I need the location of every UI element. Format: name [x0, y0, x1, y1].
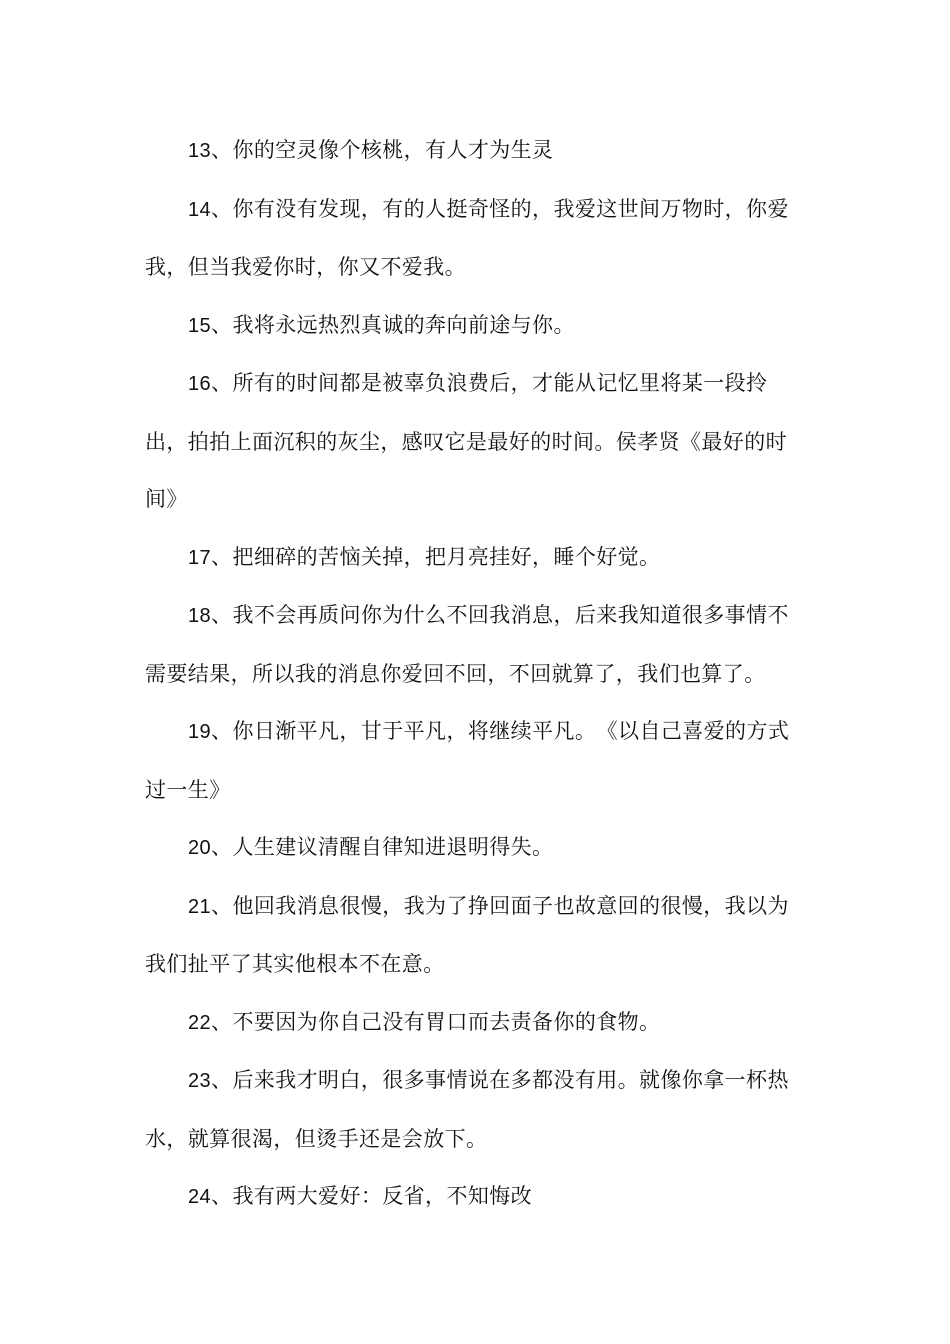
- item-number: 18: [188, 605, 212, 627]
- item-number: 19: [188, 721, 212, 743]
- item-text: 、人生建议清醒自律知进退明得失。: [211, 835, 554, 859]
- item-number: 13: [188, 140, 212, 162]
- item-text: 、所有的时间都是被辜负浪费后，才能从记忆里将某一段拎出，拍拍上面沉积的灰尘，感叹它是最好的时间。侯孝贤《最好的时间》: [145, 371, 787, 511]
- paragraph-20: [145, 819, 805, 878]
- item-text: 、我不会再质问你为什么不回我消息，后来我知道很多事情不需要结果，所以我的消息你爱回不回，不回就算了，我们也算了。: [145, 603, 789, 686]
- item-number: 22: [188, 1011, 212, 1034]
- item-text: 、后来我才明白，很多事情说在多都没有用。就像你拿一杯热水，就算很渴，但烫手还是会放下。: [145, 1068, 789, 1151]
- item-number: 24: [188, 1186, 212, 1208]
- paragraph-23: [145, 1052, 805, 1168]
- paragraph-15: [145, 297, 805, 356]
- item-text: 、把细碎的苦恼关掉，把月亮挂好，睡个好觉。: [211, 544, 661, 569]
- item-text: 、他回我消息很慢，我为了挣回面子也故意回的很慢，我以为我们扯平了其实他根本不在意。: [145, 893, 789, 976]
- paragraph-16: [145, 355, 805, 529]
- item-text: 、我有两大爱好：反省，不知悔改: [211, 1184, 533, 1208]
- item-text: 、你的空灵像个核桃，有人才为生灵: [211, 138, 554, 162]
- item-number: 23: [188, 1070, 212, 1092]
- item-text: 、你日渐平凡，甘于平凡，将继续平凡。 《以自己喜爱的方式过一生》: [145, 719, 790, 802]
- item-number: 16: [188, 373, 212, 395]
- item-text: 、你有没有发现，有的人挺奇怪的，我爱这世间万物时，你爱我，但当我爱你时，你又不爱我。: [145, 196, 789, 279]
- item-number: 15: [188, 314, 212, 337]
- item-number: 20: [188, 837, 212, 859]
- item-text: 、不要因为你自己没有胃口而去责备你的食物。: [211, 1009, 661, 1034]
- paragraph-17: [145, 529, 805, 588]
- item-number: 14: [188, 198, 212, 221]
- item-text: 、我将永远热烈真诚的奔向前途与你。: [211, 312, 575, 337]
- paragraph-24: [145, 1168, 805, 1227]
- paragraph-13: [145, 122, 805, 181]
- document-body: [145, 122, 805, 1227]
- paragraph-19: [145, 703, 805, 819]
- paragraph-22: [145, 994, 805, 1053]
- item-number: 21: [188, 895, 212, 918]
- item-number: 17: [188, 546, 212, 569]
- paragraph-14: [145, 181, 805, 297]
- paragraph-21: [145, 878, 805, 994]
- paragraph-18: [145, 587, 805, 703]
